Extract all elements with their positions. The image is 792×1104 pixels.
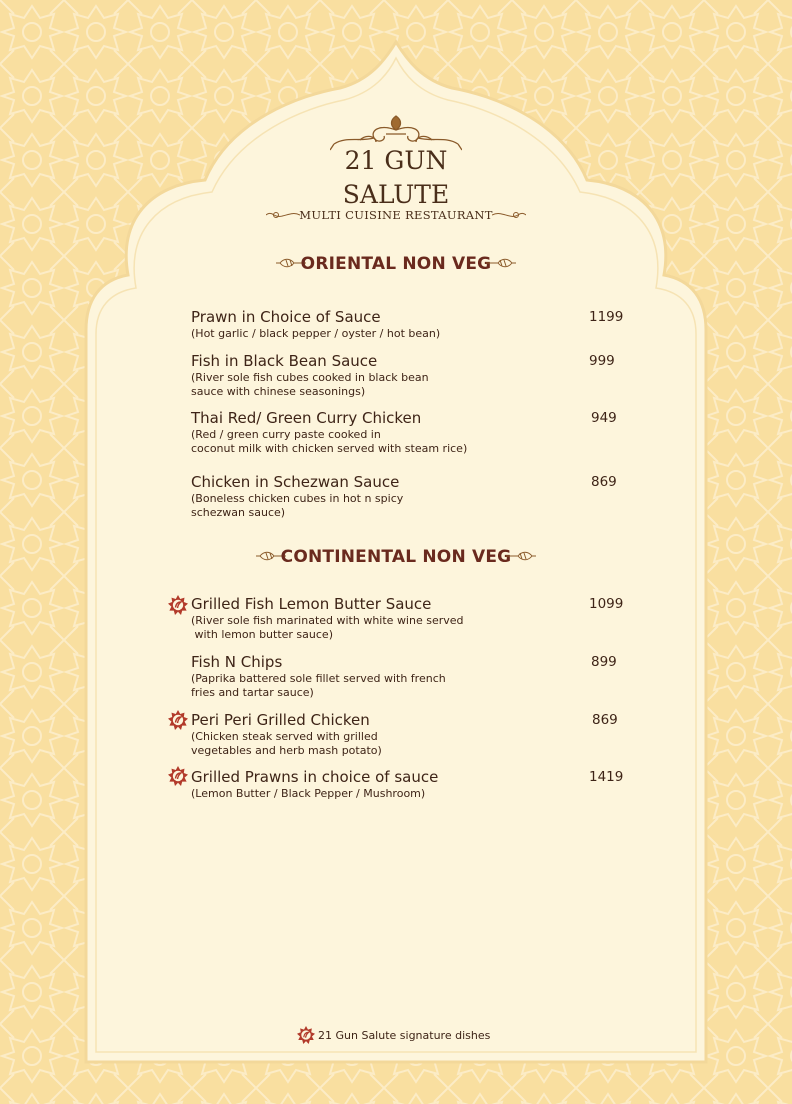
- flourish-icon: [486, 257, 516, 269]
- signature-footnote: 21 Gun Salute signature dishes: [318, 1029, 491, 1042]
- item-description: (Red / green curry paste cooked in: [191, 428, 381, 441]
- menu-item: [191, 352, 631, 399]
- signature-dish-icon: [168, 710, 188, 730]
- item-price: 999: [589, 353, 615, 369]
- item-description: coconut milk with chicken served with steam rice): [191, 442, 468, 455]
- item-price: 869: [591, 474, 617, 490]
- signature-dish-icon: [297, 1026, 315, 1044]
- section-heading-continental: CONTINENTAL NON VEG: [280, 547, 512, 567]
- menu-item: [191, 711, 631, 758]
- restaurant-tagline: MULTI CUISINE RESTAURANT: [299, 208, 493, 222]
- item-description: with lemon butter sauce): [191, 628, 333, 641]
- item-description: sauce with chinese seasonings): [191, 385, 366, 398]
- item-description: vegetables and herb mash potato): [191, 744, 382, 757]
- item-name: Chicken in Schezwan Sauce: [191, 473, 400, 491]
- restaurant-name-line2: SALUTE: [342, 180, 450, 209]
- menu-item: [191, 768, 631, 801]
- menu-item: [191, 308, 631, 341]
- signature-dish-icon: [168, 595, 188, 615]
- signature-dish-icon: [168, 766, 188, 786]
- item-price: 869: [592, 712, 618, 728]
- item-name: Thai Red/ Green Curry Chicken: [191, 409, 422, 427]
- item-price: 1419: [589, 769, 624, 785]
- menu-item: [191, 595, 631, 642]
- item-name: Fish in Black Bean Sauce: [191, 352, 378, 370]
- menu-item: [191, 473, 631, 520]
- flourish-icon: [492, 210, 526, 220]
- section-heading-oriental: ORIENTAL NON VEG: [300, 254, 492, 274]
- item-description: (Boneless chicken cubes in hot n spicy: [191, 492, 404, 505]
- item-price: 1099: [589, 596, 624, 612]
- menu-item: [191, 409, 631, 456]
- item-name: Peri Peri Grilled Chicken: [191, 711, 370, 729]
- item-name: Grilled Fish Lemon Butter Sauce: [191, 595, 432, 613]
- item-price: 949: [591, 410, 617, 426]
- menu-item: [191, 653, 631, 700]
- item-name: Fish N Chips: [191, 653, 283, 671]
- item-description: (River sole fish marinated with white wine served: [191, 614, 464, 627]
- item-description: (Hot garlic / black pepper / oyster / hot bean): [191, 327, 441, 340]
- item-description: (Chicken steak served with grilled: [191, 730, 378, 743]
- item-name: Prawn in Choice of Sauce: [191, 308, 381, 326]
- item-price: 899: [591, 654, 617, 670]
- item-description: (Paprika battered sole fillet served with french: [191, 672, 446, 685]
- item-description: (River sole fish cubes cooked in black bean: [191, 371, 429, 384]
- item-description: fries and tartar sauce): [191, 686, 314, 699]
- item-name: Grilled Prawns in choice of sauce: [191, 768, 439, 786]
- restaurant-name-line1: 21 GUN: [344, 146, 448, 175]
- flourish-icon: [506, 550, 536, 562]
- item-description: (Lemon Butter / Black Pepper / Mushroom): [191, 787, 426, 800]
- item-description: schezwan sauce): [191, 506, 286, 519]
- item-price: 1199: [589, 309, 624, 325]
